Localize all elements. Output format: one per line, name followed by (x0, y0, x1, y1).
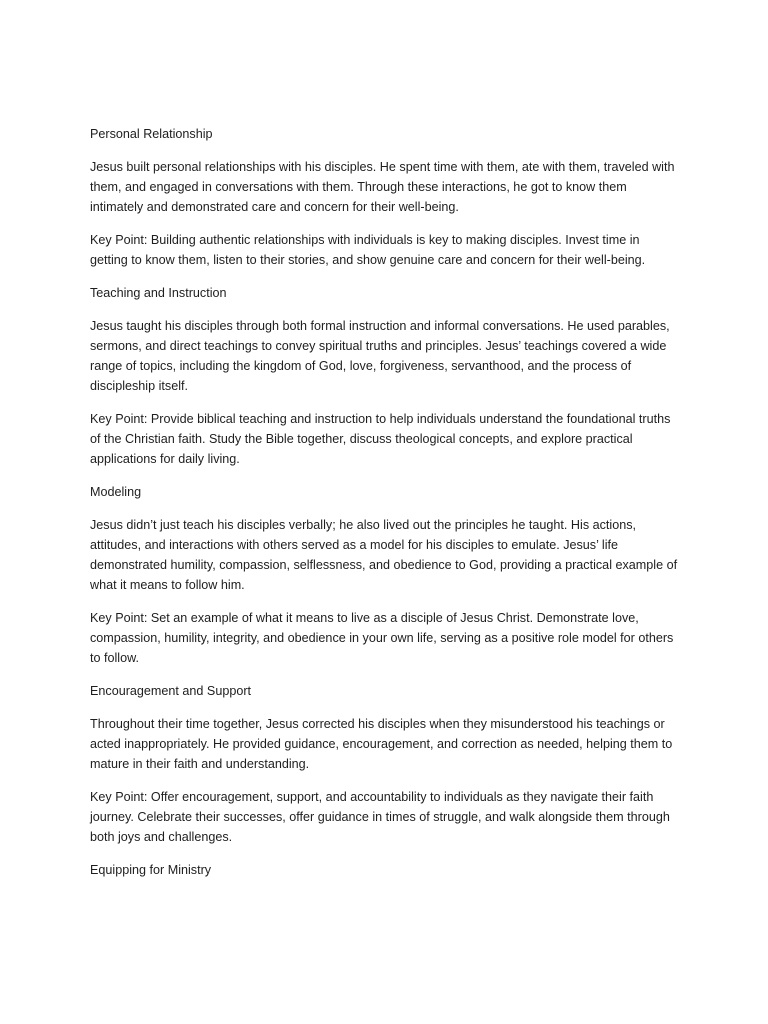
key-point-paragraph: Key Point: Building authentic relationships with individuals is key to making disciples. Invest time in getting to know them, listen to their stories, and show genuine care and concern for their well-being. (90, 233, 646, 267)
document-body (90, 124, 680, 893)
section-heading: Encouragement and Support (90, 684, 252, 698)
section-paragraph: Jesus taught his disciples through both formal instruction and informal conversations. He used parables, sermons, and direct teachings to convey spiritual truths and principles. Jesus’ teachings covered a wide range of topics, including the kingdom of God, love, forgiveness, servanthood, and the process of discipleship itself. (90, 319, 670, 393)
section-paragraph: Jesus didn’t just teach his disciples verbally; he also lived out the principles he taught. His actions, attitudes, and interactions with others served as a model for his disciples to emulate. Jesus’ life demonstrated humility, compassion, selflessness, and obedience to God, providing a practical example of what it means to follow him. (90, 518, 678, 592)
section-paragraph: Jesus built personal relationships with his disciples. He spent time with them, ate with them, traveled with them, and engaged in conversations with them. Through these interactions, he got to know them intimately and demonstrated care and concern for their well-being. (90, 160, 675, 214)
key-point-paragraph: Key Point: Set an example of what it means to live as a disciple of Jesus Christ. Demonstrate love, compassion, humility, integrity, and obedience in your own life, serving as a positive role model for others to follow. (90, 611, 674, 665)
key-point-paragraph: Key Point: Provide biblical teaching and instruction to help individuals understand the foundational truths of the Christian faith. Study the Bible together, discuss theological concepts, and explore practical applications for daily living. (90, 412, 671, 466)
section-heading: Personal Relationship (90, 127, 213, 141)
key-point-paragraph: Key Point: Offer encouragement, support, and accountability to individuals as they navigate their faith journey. Celebrate their successes, offer guidance in times of struggle, and walk alongside them through both joys and challenges. (90, 790, 670, 844)
section-paragraph: Throughout their time together, Jesus corrected his disciples when they misunderstood his teachings or acted inappropriately. He provided guidance, encouragement, and correction as needed, helping them to mature in their faith and understanding. (90, 717, 673, 771)
section-heading: Teaching and Instruction (90, 286, 227, 300)
section-heading: Equipping for Ministry (90, 863, 212, 877)
section-heading: Modeling (90, 485, 142, 499)
